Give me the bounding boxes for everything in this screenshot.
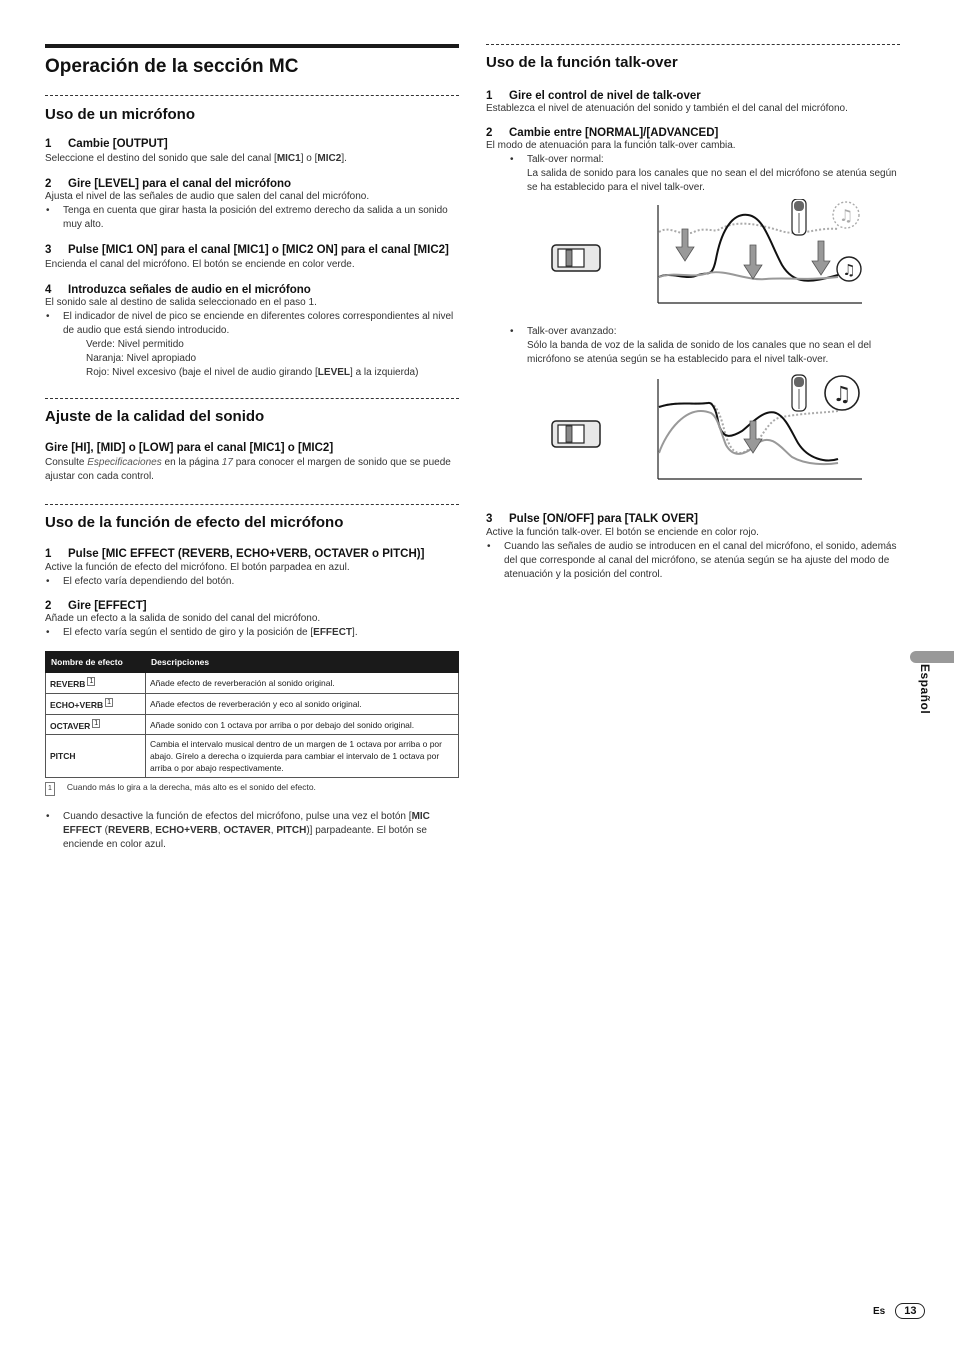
step-text: Encienda el canal del micrófono. El botón se enciende en color verde. bbox=[45, 259, 355, 270]
step-text: Establezca el nivel de atenuación del sonido y también el del canal del micrófono. bbox=[486, 103, 848, 114]
table-row bbox=[46, 714, 459, 735]
section-divider bbox=[45, 398, 459, 399]
page-title: Operación de la sección MC bbox=[45, 56, 299, 77]
level-green: Verde: Nivel permitido bbox=[86, 339, 184, 350]
column-header: Descripciones bbox=[146, 652, 459, 673]
down-arrow-icon bbox=[676, 229, 830, 279]
column-header: Nombre de efecto bbox=[46, 652, 146, 673]
step-text: Ajusta el nivel de las señales de audio que salen del canal del micrófono. bbox=[45, 191, 370, 202]
page-footer bbox=[873, 1303, 925, 1319]
step-heading: 2 Gire [LEVEL] para el canal del micrófono bbox=[45, 178, 292, 190]
svg-text:♫: ♫ bbox=[832, 382, 852, 406]
step-text: El modo de atenuación para la función talk-over cambia. bbox=[486, 140, 736, 151]
table-row bbox=[46, 673, 459, 694]
bullet-item: • Talk-over normal: bbox=[509, 153, 900, 167]
table-row bbox=[46, 735, 459, 778]
figure-normal-talk-over bbox=[486, 199, 900, 319]
language-tab bbox=[910, 651, 954, 663]
svg-text:♫: ♫ bbox=[838, 206, 854, 225]
section-heading-mic-effect: Uso de la función de efecto del micrófono bbox=[45, 514, 344, 531]
section-heading-talk-over: Uso de la función talk-over bbox=[486, 54, 678, 71]
music-note-icon bbox=[833, 202, 861, 281]
step-text: El sonido sale al destino de salida seleccionado en el paso 1. bbox=[45, 297, 317, 308]
section-heading-sound-quality: Ajuste de la calidad del sonido bbox=[45, 408, 265, 425]
title-rule bbox=[45, 44, 459, 48]
bullet-item: • El indicador de nivel de pico se enciende en diferentes colores correspondientes al nivel de audio que está siendo introducido. bbox=[45, 310, 459, 338]
microphone-icon bbox=[792, 199, 806, 235]
step-heading: 1 Cambie [OUTPUT] bbox=[45, 138, 168, 150]
bullet-item: • Cuando las señales de audio se introducen en el canal del micrófono, el sonido, además del que corresponde al canal del micrófono, se atenúa según se ha ajuste del modo de atenuación y la posición del control. bbox=[486, 540, 900, 582]
level-red: Rojo: Nivel excesivo (baje el nivel de audio girando [LEVEL] a la izquierda) bbox=[86, 367, 419, 378]
step-text: Añade un efecto a la salida de sonido del canal del micrófono. bbox=[45, 613, 321, 624]
music-note-icon bbox=[825, 376, 859, 410]
effect-description: Añade efecto de reverberación al sonido original. bbox=[146, 673, 459, 694]
page-number: 13 bbox=[895, 1303, 925, 1319]
step-text: Active la función de efecto del micrófono. El botón parpadea en azul. bbox=[45, 562, 350, 573]
normal-description: La salida de sonido para los canales que no sean el del micrófono se atenúa según se ha establecido para el nivel talk-over. bbox=[527, 168, 897, 193]
effect-description: Añade sonido con 1 octava por arriba o por debajo del sonido original. bbox=[146, 714, 459, 735]
switch-icon bbox=[552, 421, 600, 447]
advanced-talk-over-diagram bbox=[486, 373, 900, 495]
step-heading: 3 Pulse [MIC1 ON] para el canal [MIC1] o [MIC2 ON] para el canal [MIC2] bbox=[45, 244, 449, 256]
effect-name: OCTAVER $^1$ bbox=[46, 714, 146, 735]
effect-table bbox=[45, 651, 459, 778]
bullet-item: • Talk-over avanzado: bbox=[509, 325, 900, 339]
bullet-item: • El efecto varía dependiendo del botón. bbox=[45, 575, 459, 589]
figure-advanced-talk-over bbox=[486, 373, 900, 495]
bullet-item: • Tenga en cuenta que girar hasta la posición del extremo derecho da salida a un sonido muy alto. bbox=[45, 204, 459, 232]
language-label: Español bbox=[918, 664, 932, 715]
step-heading: 1 Pulse [MIC EFFECT (REVERB, ECHO+VERB, OCTAVER o PITCH)] bbox=[45, 548, 425, 560]
normal-talk-over-diagram bbox=[486, 199, 900, 319]
effect-description: Cambia el intervalo musical dentro de un margen de 1 octava por arriba o por abajo. Gírelo a derecha o izquierda para cambiar el intervalo de 1 octava por arriba o por abajo respectivamente. bbox=[146, 735, 459, 778]
effect-name: PITCH bbox=[46, 735, 146, 778]
section-divider bbox=[45, 504, 459, 505]
step-text: Seleccione el destino del sonido que sale del canal [MIC1] o [MIC2]. bbox=[45, 153, 347, 164]
switch-icon bbox=[552, 245, 600, 271]
section-heading-microphone: Uso de un micrófono bbox=[45, 106, 195, 123]
effect-description: Añade efectos de reverberación y eco al sonido original. bbox=[146, 693, 459, 714]
right-column bbox=[486, 44, 900, 582]
level-orange: Naranja: Nivel apropiado bbox=[86, 353, 197, 364]
footer-lang: Es bbox=[873, 1306, 886, 1317]
svg-text:♫: ♫ bbox=[842, 261, 856, 279]
bullet-item: • Cuando desactive la función de efectos del micrófono, pulse una vez el botón [MIC EFFECT (REVERB, ECHO+VERB, OCTAVER, PITCH)] parpadeante. El botón se enciende en color azul. bbox=[45, 810, 459, 852]
section-text: Consulte Especificaciones en la página 17 para conocer el margen de sonido que se puede ajustar con cada control. bbox=[45, 457, 451, 482]
table-footnote: 1 Cuando más lo gira a la derecha, más alto es el sonido del efecto. bbox=[45, 781, 459, 796]
table-header-row bbox=[46, 652, 459, 673]
bullet-item: • El efecto varía según el sentido de giro y la posición de [EFFECT]. bbox=[45, 626, 459, 640]
effect-name: REVERB $^1$ bbox=[46, 673, 146, 694]
effect-name: ECHO+VERB $^1$ bbox=[46, 693, 146, 714]
section-divider bbox=[45, 95, 459, 96]
step-heading: 2 Gire [EFFECT] bbox=[45, 600, 147, 612]
table-row bbox=[46, 693, 459, 714]
microphone-icon bbox=[792, 375, 806, 411]
step-heading: 4 Introduzca señales de audio en el micrófono bbox=[45, 284, 311, 296]
advanced-description: Sólo la banda de voz de la salida de sonido de los canales que no sean el del micrófono se atenúa según se ha establecido para el nivel talk-over. bbox=[527, 340, 872, 365]
left-column bbox=[45, 44, 459, 852]
step-heading: 3 Pulse [ON/OFF] para [TALK OVER] bbox=[486, 513, 698, 525]
section-divider bbox=[486, 44, 900, 45]
sub-heading: Gire [HI], [MID] o [LOW] para el canal [MIC1] o [MIC2] bbox=[45, 442, 334, 454]
step-heading: 2 Cambie entre [NORMAL]/[ADVANCED] bbox=[486, 127, 719, 139]
step-heading: 1 Gire el control de nivel de talk-over bbox=[486, 90, 701, 102]
step-text: Active la función talk-over. El botón se enciende en color rojo. bbox=[486, 527, 759, 538]
